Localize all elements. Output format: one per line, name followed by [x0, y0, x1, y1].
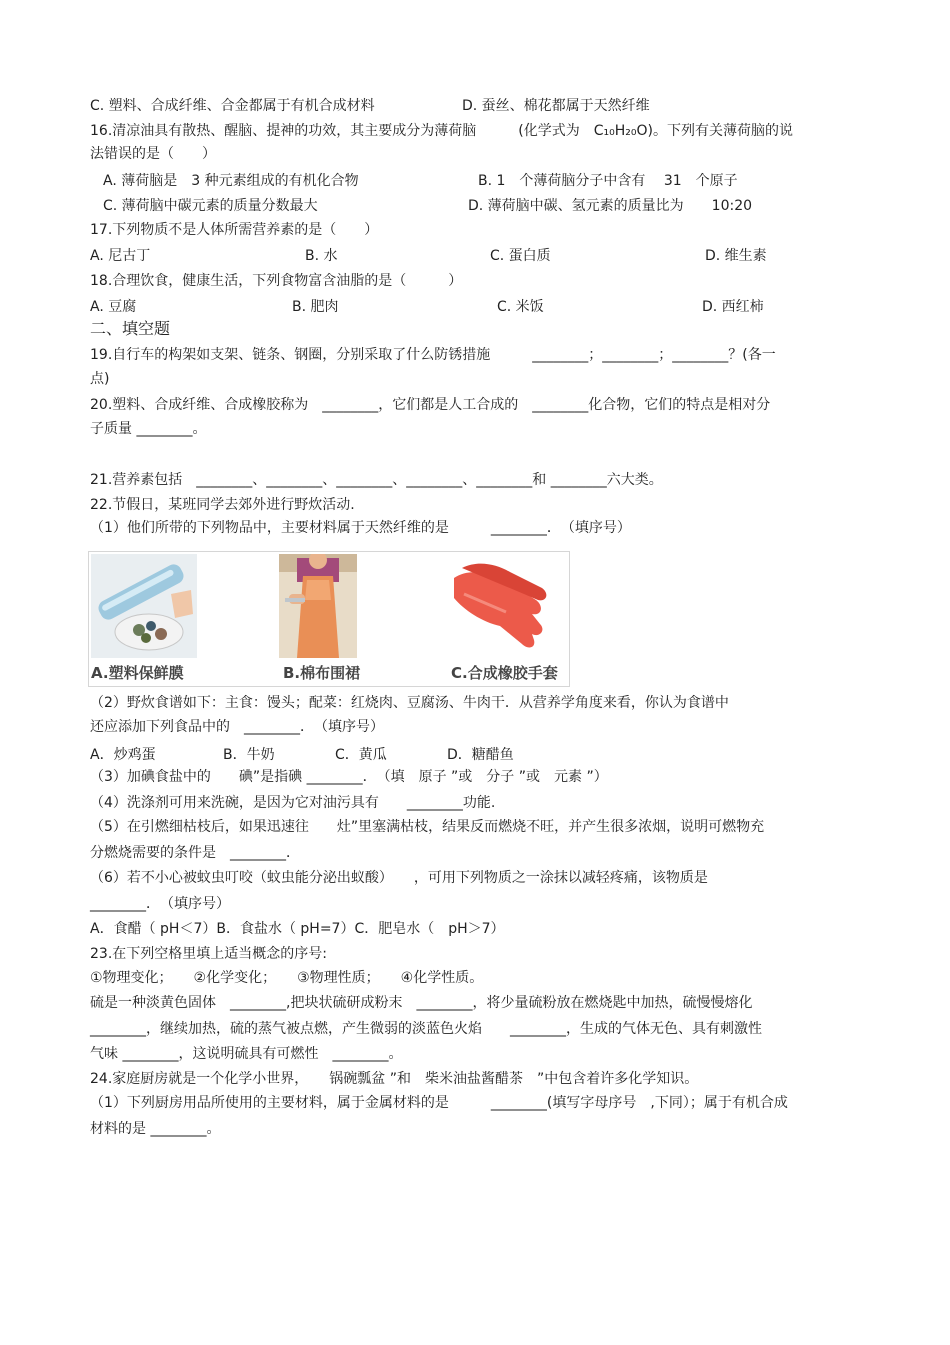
q22-part5-cont: 分燃烧需要的条件是 ________． — [90, 845, 300, 861]
q23-passage-1: 硫是一种淡黄色固体 ________,把块状硫研成粉末 ________，将少量硫粉放在燃烧匙中加热，硫慢慢熔化 — [90, 995, 753, 1011]
q17-option-a: A. 尼古丁 — [90, 248, 151, 264]
q17-option-c: C. 蛋白质 — [490, 248, 551, 264]
q17-option-b: B. 水 — [305, 248, 338, 264]
q21-stem: 21.营养素包括 ________、________、________、________、________和 ________六大类。 — [90, 472, 663, 488]
materials-image-strip — [88, 551, 570, 687]
caption-a: A.塑料保鲜膜 — [91, 664, 184, 682]
q24-stem: 24.家庭厨房就是一个化学小世界， 锅碗瓢盆 ”和 柴米油盐酱醋茶 ”中包含着许多化学知识。 — [90, 1071, 699, 1087]
section-heading-fill-in: 二、填空题 — [90, 319, 171, 338]
cotton-apron-photo — [279, 554, 357, 658]
q20-stem-cont: 子质量 ________。 — [90, 421, 207, 437]
q23-passage-2: ________，继续加热，硫的蒸气被点燃，产生微弱的淡蓝色火焰 ________，生成的气体无色、具有刺激性 — [90, 1021, 762, 1037]
q15-option-c: C. 塑料、合成纤维、合金都属于有机合成材料 — [90, 98, 375, 114]
q22-part2-option-c: C．黄瓜 — [335, 747, 387, 763]
plastic-wrap-photo — [91, 554, 197, 658]
q18-option-c: C. 米饭 — [497, 299, 544, 315]
q16-option-a: A. 薄荷脑是 3 种元素组成的有机化合物 — [103, 173, 359, 189]
q18-option-a: A. 豆腐 — [90, 299, 137, 315]
q24-part1-cont: 材料的是 ________。 — [90, 1121, 221, 1137]
q23-stem: 23.在下列空格里填上适当概念的序号: — [90, 946, 327, 962]
q22-part2: （2）野炊食谱如下：主食：馒头；配菜：红烧肉、豆腐汤、牛肉干．从营养学角度来看，你认为食谱中 — [90, 695, 729, 711]
q17-option-d: D. 维生素 — [705, 248, 767, 264]
caption-b: B.棉布围裙 — [283, 664, 361, 682]
q16-option-c: C. 薄荷脑中碳元素的质量分数最大 — [103, 198, 318, 214]
q22-part6: （6）若不小心被蚊虫叮咬（蚊虫能分泌出蚁酸） ，可用下列物质之一涂抹以减轻疼痛，该物质是 — [90, 870, 708, 886]
q16-stem: 16.清凉油具有散热、醒脑、提神的功效，其主要成分为薄荷脑 (化学式为 C₁₀H₂₀O)。下列有关薄荷脑的说 — [90, 123, 793, 139]
q22-part2-option-d: D．糖醋鱼 — [447, 747, 514, 763]
q22-part5: （5）在引燃细枯枝后，如果迅速往 灶”里塞满枯枝，结果反而燃烧不旺，并产生很多浓烟，说明可燃物充 — [90, 819, 765, 835]
q22-part2-option-b: B．牛奶 — [223, 747, 275, 763]
q18-option-b: B. 肥肉 — [292, 299, 339, 315]
q22-part3: （3）加碘食盐中的 碘”是指碘 ________． （填 原子 ”或 分子 ”或 元素 ”） — [90, 769, 608, 785]
caption-c: C.合成橡胶手套 — [451, 664, 558, 682]
q16-option-d: D. 薄荷脑中碳、氢元素的质量比为 10:20 — [468, 198, 753, 214]
q22-part2-option-a: A．炒鸡蛋 — [90, 747, 156, 763]
q22-part6-options: A．食醋（ pH＜7）B．食盐水（ pH=7）C．肥皂水（ pH＞7） — [90, 921, 505, 937]
q16-stem-cont: 法错误的是（ ） — [90, 146, 216, 162]
q23-options: ①物理变化； ②化学变化； ③物理性质； ④化学性质。 — [90, 970, 484, 986]
q18-option-d: D. 西红柿 — [702, 299, 764, 315]
rubber-gloves-photo — [444, 554, 554, 658]
q16-option-b: B. 1 个薄荷脑分子中含有 31 个原子 — [478, 173, 738, 189]
q23-passage-3: 气味 ________，这说明硫具有可燃性 ________。 — [90, 1046, 403, 1062]
q24-part1: （1）下列厨房用品所使用的主要材料，属于金属材料的是 ________(填写字母序号 ,下同）；属于有机合成 — [90, 1095, 788, 1111]
q20-stem: 20.塑料、合成纤维、合成橡胶称为 ________，它们都是人工合成的 ________化合物，它们的特点是相对分 — [90, 397, 771, 413]
q22-stem: 22.节假日，某班同学去郊外进行野炊活动. — [90, 497, 355, 513]
q22-part1: （1）他们所带的下列物品中，主要材料属于天然纤维的是 ________． （填序号） — [90, 520, 631, 536]
q22-part6-cont: ________． （填序号） — [90, 896, 230, 912]
q22-part2-cont: 还应添加下列食品中的 ________． （填序号） — [90, 719, 384, 735]
q15-option-d: D. 蚕丝、棉花都属于天然纤维 — [462, 98, 650, 114]
q22-part4: （4）洗涤剂可用来洗碗，是因为它对油污具有 ________功能. — [90, 795, 496, 811]
q18-stem: 18.合理饮食，健康生活，下列食物富含油脂的是（ ） — [90, 273, 463, 289]
q19-stem-cont: 点) — [90, 371, 110, 387]
q17-stem: 17.下列物质不是人体所需营养素的是（ ） — [90, 222, 379, 238]
q19-stem: 19.自行车的构架如支架、链条、钢圈，分别采取了什么防锈措施 ________；________；________？(各一 — [90, 347, 776, 363]
